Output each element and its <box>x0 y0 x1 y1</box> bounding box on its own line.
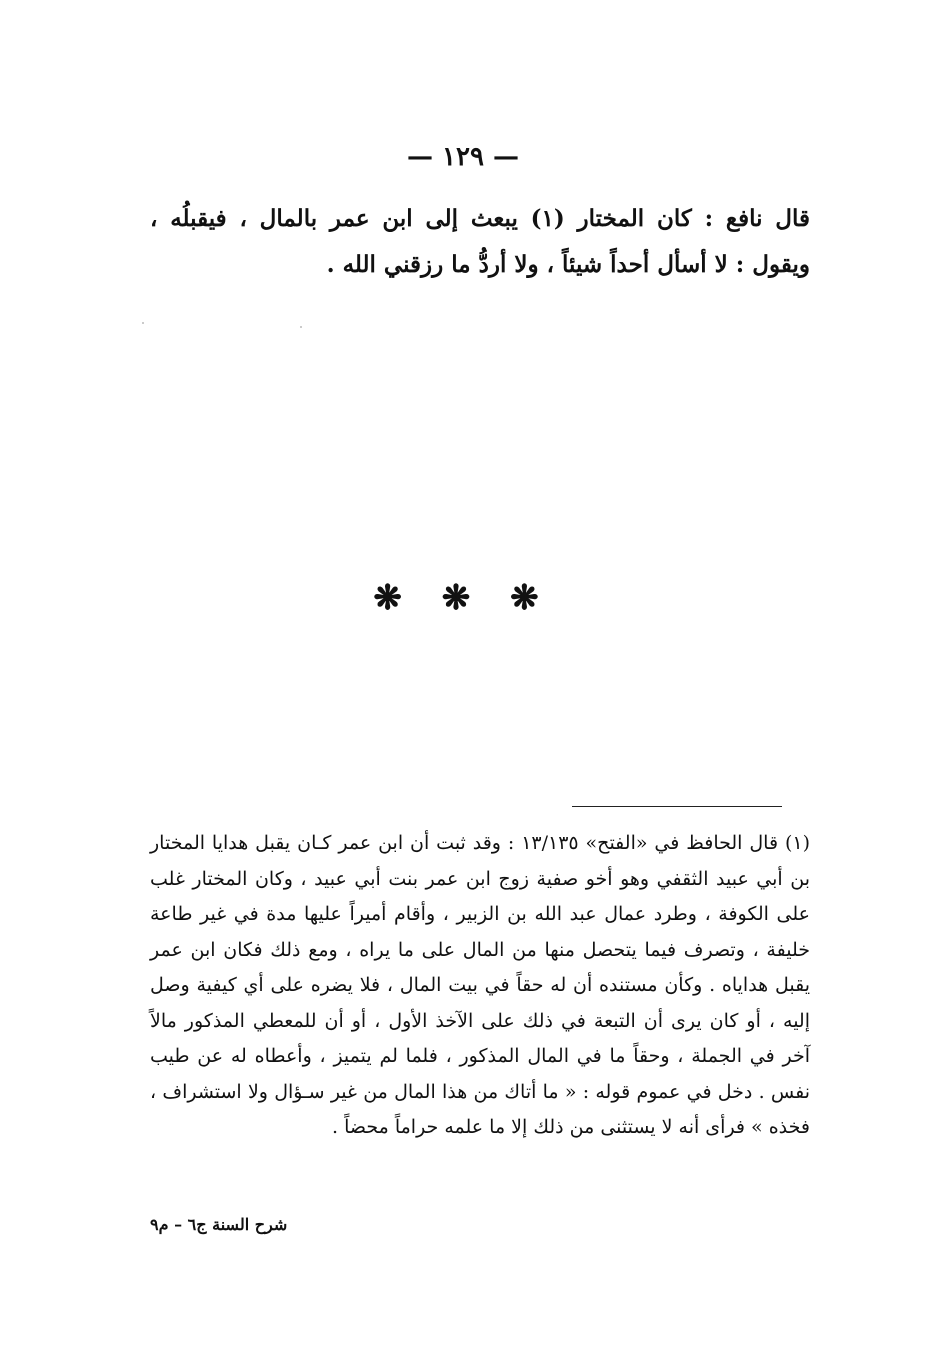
main-paragraph: قال نافع : كان المختار (١) يبعث إلى ابن عمر بالمال ، فيقبلُه ، ويقول : لا أسأل أحداً شيئاً ، ولا أردُّ ما رزقني الله . <box>150 205 811 278</box>
book-signature: شرح السنة ج٦ – م٩ <box>150 1215 288 1234</box>
footnote-divider <box>572 806 782 807</box>
scan-speck <box>300 326 302 328</box>
page-number: — ١٢٩ — <box>406 142 520 172</box>
footnote: (١) قال الحافظ في «الفتح» ١٣/١٣٥ : وقد ثبت أن ابن عمر كـان يقبل هدايا المختار بن أبي عبيد الثقفي وهو أخو صفية زوج ابن عمر بنت أبي عبيد ، وكان المختار غلب على الكوفة ، وطرد عمال عبد الله بن الزبير ، وأقام أميراً عليها مدة في غير طاعة خليفة ، وتصرف فيما يتحصل منها من المال على ما يراه ، ومع ذلك فكان ابن عمر يقبل هداياه . وكأن مستنده أن له حقاً في بيت المال ، فلا يضره على أي كيفية وصل إليه ، أو كان يرى أن التبعة في ذلك على الآخذ الأول ، أو أن للمعطي المذكور مالاً آخر في الجملة ، وحقاً ما في المال المذكور ، فلما لم يتميز ، وأعطاه له عن طيب نفس . دخل في عموم قوله : « ما أتاك من هذا المال من غير سـؤال ولا استشراف ، فخذه » فرأى أنه لا يستثنى من ذلك إلا ما علمه حراماً محضاً . <box>150 832 810 1138</box>
scan-speck <box>142 322 144 324</box>
section-separator: ❋ ❋ ❋ <box>373 578 553 618</box>
